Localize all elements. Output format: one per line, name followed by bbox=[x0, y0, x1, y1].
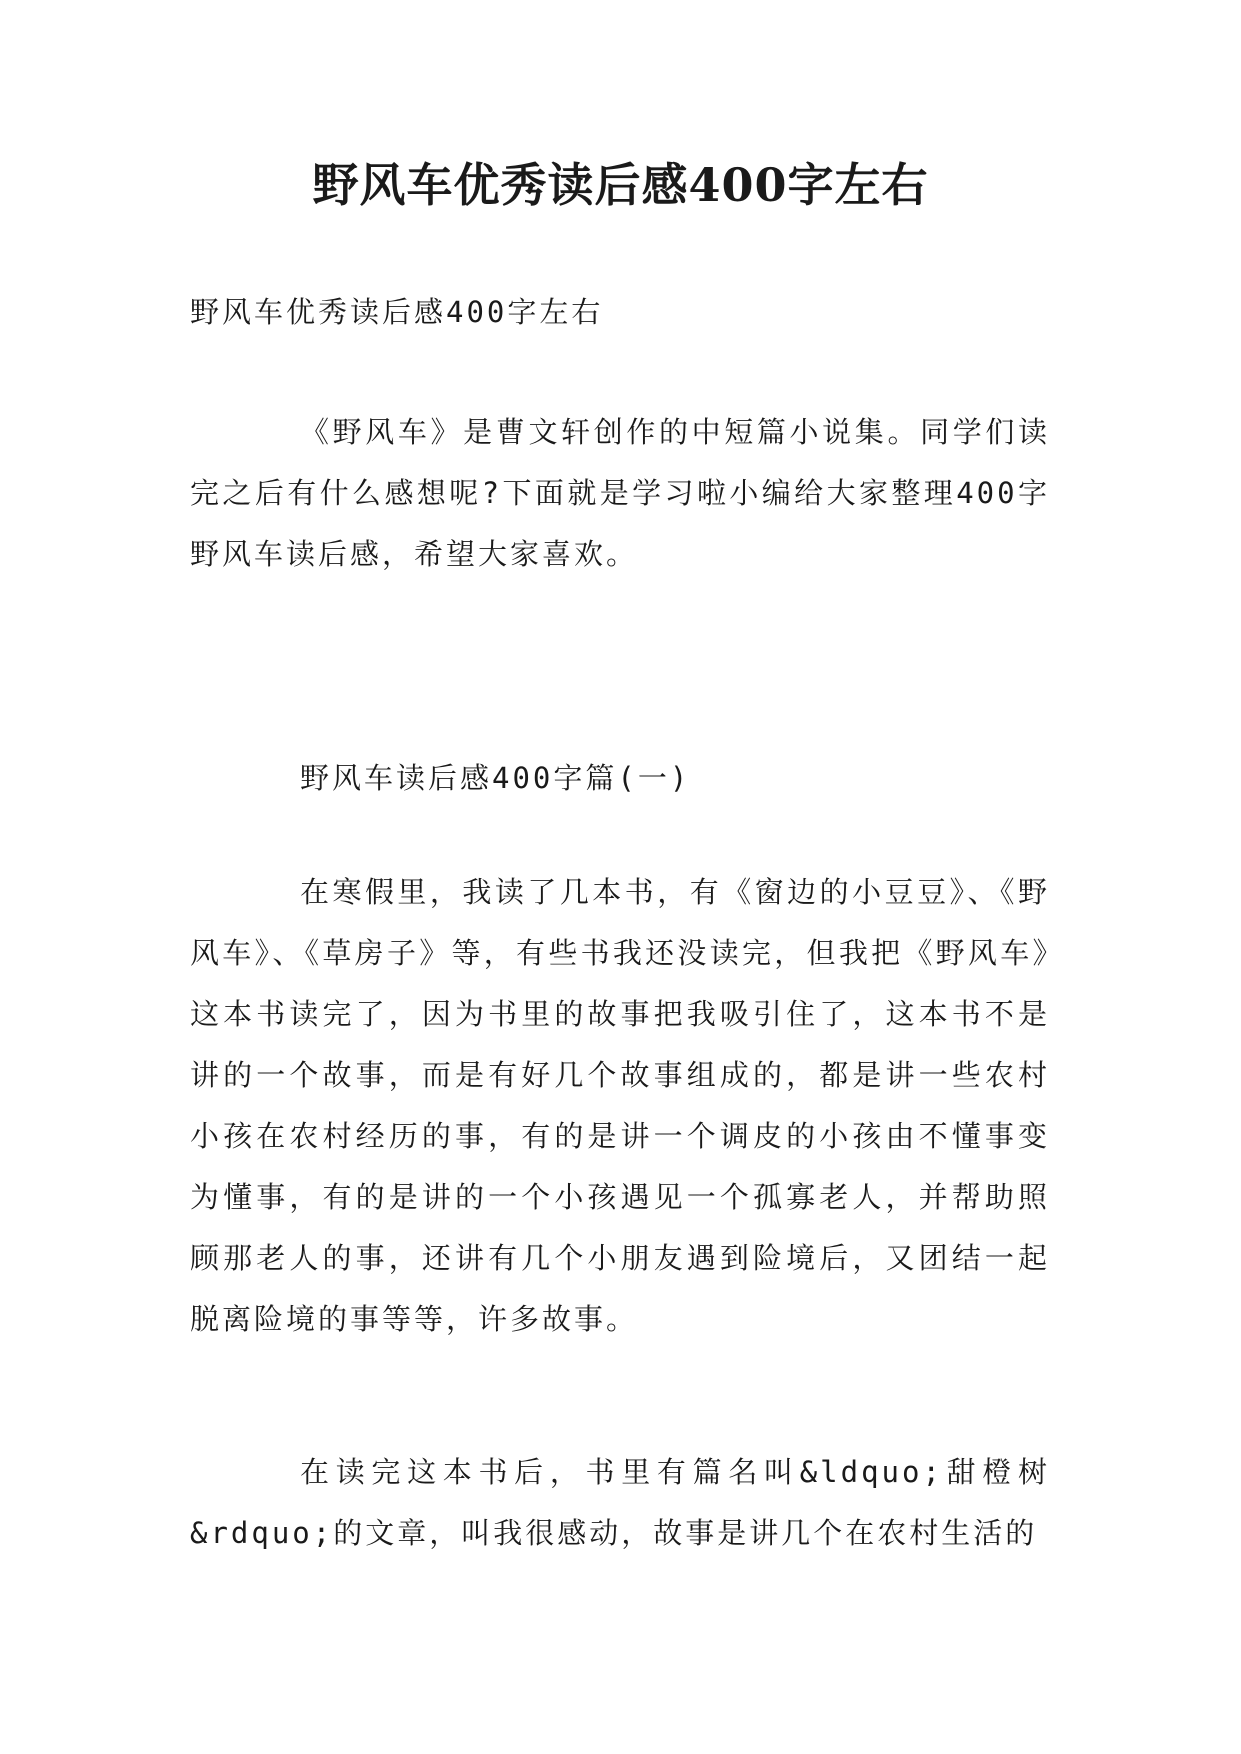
story-paragraph: 在寒假里，我读了几本书，有《窗边的小豆豆》、《野风车》、《草房子》等，有些书我还没读完，但我把《野风车》这本书读完了，因为书里的故事把我吸引住了，这本书不是讲的一个故事，而是有好几个故事组成的，都是讲一些农村小孩在农村经历的事，有的是讲一个调皮的小孩由不懂事变为懂事，有的是讲的一个小孩遇见一个孤寡老人，并帮助照顾那老人的事，还讲有几个小朋友遇到险境后，又团结一起脱离险境的事等等，许多故事。 bbox=[190, 875, 1050, 1336]
document-subtitle: 野风车优秀读后感400字左右 bbox=[190, 295, 604, 329]
intro-paragraph: 《野风车》是曹文轩创作的中短篇小说集。同学们读完之后有什么感想呢?下面就是学习啦小编给大家整理400字野风车读后感，希望大家喜欢。 bbox=[190, 415, 1050, 571]
page-title: 野风车优秀读后感400字左右 bbox=[312, 158, 929, 212]
section-heading: 野风车读后感400字篇(一) bbox=[300, 761, 691, 795]
continuation-paragraph: 在读完这本书后，书里有篇名叫&ldquo;甜橙树&rdquo;的文章，叫我很感动，故事是讲几个在农村生活的 bbox=[190, 1455, 1050, 1550]
